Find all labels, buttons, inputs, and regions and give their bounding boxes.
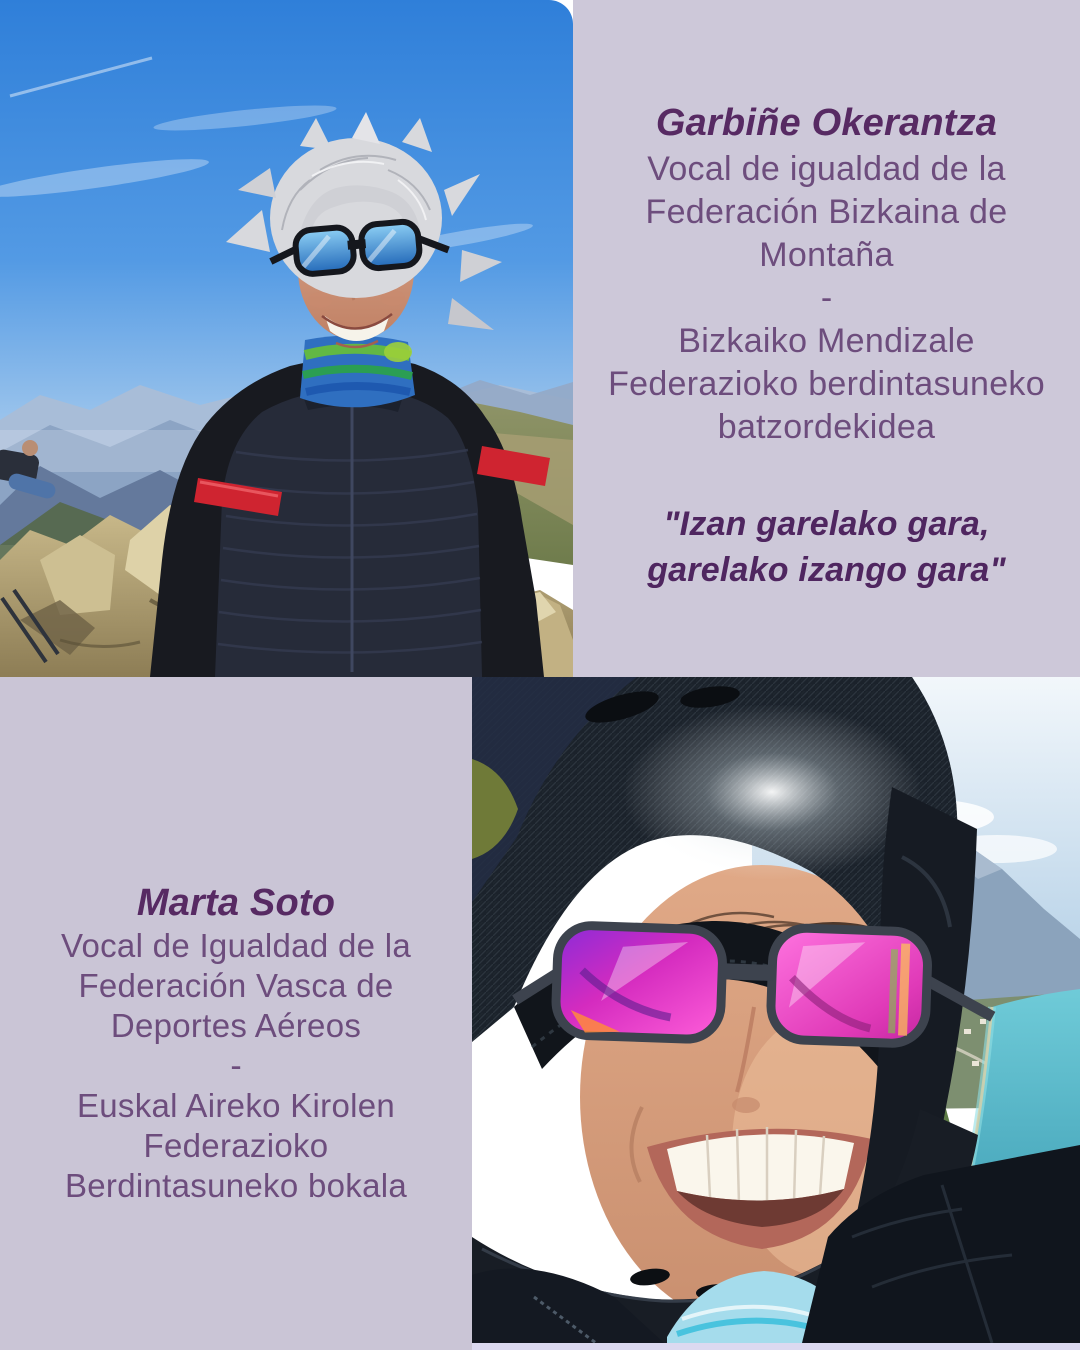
- marta-separator: -: [230, 1047, 242, 1085]
- garbine-name: Garbiñe Okerantza: [655, 102, 998, 144]
- marta-photo: [472, 677, 1080, 1343]
- garbine-photo: [0, 0, 573, 677]
- quote-block: [573, 501, 1080, 593]
- garbine-role-eu-line2: Federazioko berdintasuneko: [608, 365, 1045, 403]
- garbine-panel: [573, 0, 1080, 677]
- marta-role-es-line1: Vocal de Igualdad de la: [60, 927, 412, 964]
- garbine-role-eu-line1: Bizkaiko Mendizale: [678, 322, 975, 360]
- garbine-text-block: [573, 0, 1080, 593]
- quote-line1: "Izan garelako gara,: [663, 505, 990, 543]
- marta-role-eu-line3: Berdintasuneko bokala: [64, 1167, 408, 1204]
- marta-name: Marta Soto: [136, 882, 336, 924]
- marta-role-es-line2: Federación Vasca de: [78, 967, 394, 1004]
- marta-text-block: [0, 677, 472, 1206]
- marta-panel: [0, 677, 472, 1350]
- garbine-photo-illustration: [0, 0, 573, 677]
- garbine-role-eu-line3: batzordekidea: [717, 408, 936, 446]
- marta-role-eu-line2: Federazioko: [143, 1127, 329, 1164]
- garbine-separator: -: [820, 279, 833, 317]
- garbine-role-es-line1: Vocal de igualdad de la: [647, 150, 1006, 188]
- marta-photo-illustration: [472, 677, 1080, 1343]
- marta-role-es-line3: Deportes Aéreos: [110, 1007, 362, 1044]
- marta-role-eu-line1: Euskal Aireko Kirolen: [76, 1087, 396, 1124]
- garbine-role-es-line2: Federación Bizkaina de: [645, 193, 1008, 231]
- footer-strip: [472, 1343, 1080, 1350]
- quote-line2: garelako izango gara": [647, 551, 1006, 589]
- garbine-role-es-line3: Montaña: [759, 236, 894, 274]
